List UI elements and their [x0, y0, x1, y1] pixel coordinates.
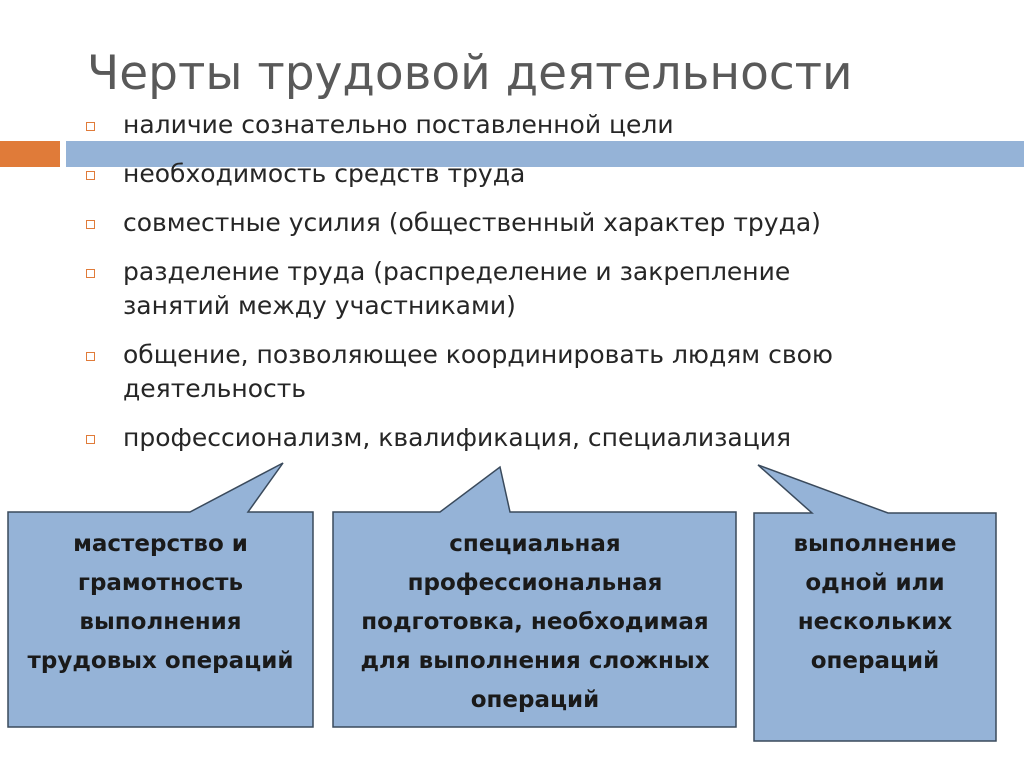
bullet-text: общение, позволяющее координировать людям свою деятельность [123, 340, 833, 403]
bullet-text: совместные усилия (общественный характер труда) [123, 208, 821, 237]
bullet-text: профессионализм, квалификация, специализация [123, 423, 792, 452]
bullet-text: необходимость средств труда [123, 159, 526, 188]
callout-right-text: выполнение одной или нескольких операций [793, 531, 957, 674]
callout-left-text: мастерство и грамотность выполнения трудовых операций [27, 531, 294, 674]
bullet-text: разделение труда (распределение и закрепление занятий между участниками) [123, 257, 791, 320]
callout-middle-text: специальная профессиональная подготовка, необходимая для выполнения сложных операций [360, 531, 710, 713]
bullet-text: наличие сознательно поставленной цели [123, 110, 674, 139]
slide-title: Черты трудовой деятельности [87, 46, 853, 101]
